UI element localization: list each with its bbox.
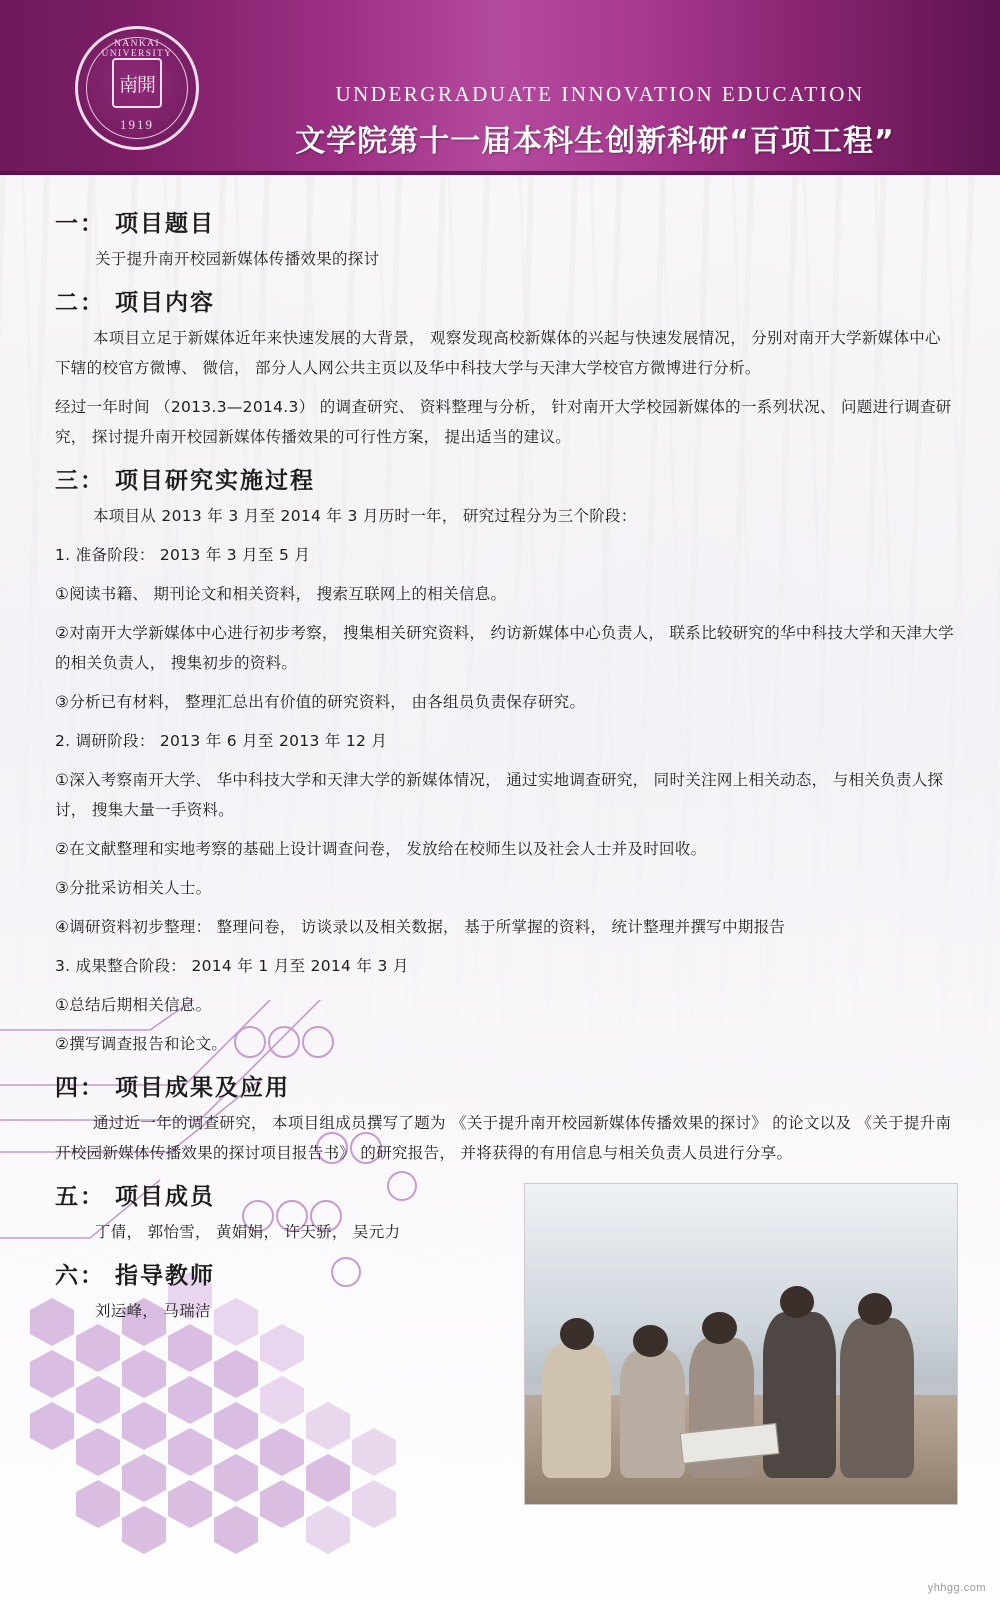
photo-person-1 (542, 1344, 611, 1478)
section-heading-1 (55, 205, 955, 238)
section-4-paragraph-1: 通过近一年的调查研究， 本项目组成员撰写了题为 《关于提升南开校园新媒体传播效果的探讨》 的论文以及 《关于提升南开校园新媒体传播效果的探讨项目报告书》 的研究报告， 并将获得的有用信息与相关负责人员进行分享。 (55, 1114, 952, 1162)
project-photo (524, 1183, 958, 1505)
section-5-members: 丁倩， 郭怡雪， 黄娟娟， 许天骄， 吴元力 (95, 1223, 401, 1241)
section-heading-4 (55, 1069, 955, 1102)
watermark: yhhgg.com (927, 1582, 986, 1594)
section-number-2: 二： (55, 290, 105, 316)
section-3-paragraph-10: ④调研资料初步整理： 整理问卷， 访谈录以及相关数据， 基于所掌握的资料， 统计整理并撰写中期报告 (55, 918, 786, 936)
section-heading-3 (55, 462, 955, 495)
section-title-2: 项目内容 (115, 290, 215, 316)
section-3-paragraph-13: ②撰写调查报告和论文。 (55, 1035, 228, 1053)
section-title-1: 项目题目 (115, 211, 215, 237)
photo-person-3-head (702, 1312, 737, 1344)
section-3-paragraph-3: ①阅读书籍、 期刊论文和相关资料， 搜索互联网上的相关信息。 (55, 585, 507, 603)
section-1-paragraph-1: 关于提升南开校园新媒体传播效果的探讨 (95, 250, 380, 268)
section-3-paragraph-9: ③分批采访相关人士。 (55, 879, 212, 897)
section-number-6: 六： (55, 1263, 105, 1289)
section-3-paragraph-8: ②在文献整理和实地考察的基础上设计调查问卷， 发放给在校师生以及社会人士并及时回收。 (55, 840, 707, 858)
section-3-paragraph-11: 3. 成果整合阶段： 2014 年 1 月至 2014 年 3 月 (55, 957, 409, 975)
section-3-paragraph-5: ③分析已有材料， 整理汇总出有价值的研究资料， 由各组员负责保存研究。 (55, 693, 586, 711)
section-title-3: 项目研究实施过程 (115, 468, 315, 494)
section-3-paragraph-2: 1. 准备阶段： 2013 年 3 月至 5 月 (55, 546, 311, 564)
section-3-paragraph-7: ①深入考察南开大学、 华中科技大学和天津大学的新媒体情况， 通过实地调查研究， 同时关注网上相关动态， 与相关负责人探讨， 搜集大量一手资料。 (55, 771, 944, 819)
section-number-5: 五： (55, 1184, 105, 1210)
header-title-english: UNDERGRADUATE INNOVATION EDUCATION (335, 82, 865, 106)
section-2-paragraph-1: 本项目立足于新媒体近年来快速发展的大背景， 观察发现高校新媒体的兴起与快速发展情况， 分别对南开大学新媒体中心下辖的校官方微博、 微信， 部分人人网公共主页以及华中科技大学与天津大学校官方微博进行分析。 (55, 329, 941, 377)
poster-content (55, 195, 955, 1335)
header-title-chinese: 文学院第十一届本科生创新科研“百项工程” (295, 124, 895, 159)
section-number-1: 一： (55, 211, 105, 237)
section-3-paragraph-6: 2. 调研阶段： 2013 年 6 月至 2013 年 12 月 (55, 732, 388, 750)
logo-chinese-name: 南開 (112, 58, 162, 108)
poster-body (0, 175, 1000, 1600)
photo-person-2 (620, 1350, 685, 1478)
poster-header (0, 0, 1000, 175)
photo-person-5 (840, 1318, 913, 1478)
section-number-3: 三： (55, 468, 105, 494)
section-2-paragraph-2: 经过一年时间 （2013.3—2014.3） 的调查研究、 资料整理与分析， 针对南开大学校园新媒体的一系列状况、 问题进行调查研究， 探讨提升南开校园新媒体传播效果的可行性方案， 提出适当的建议。 (55, 398, 952, 446)
logo-english-name: NANKAI UNIVERSITY (101, 39, 173, 59)
section-number-4: 四： (55, 1075, 105, 1101)
photo-person-5-head (858, 1293, 893, 1325)
section-heading-2 (55, 284, 955, 317)
section-title-5: 项目成员 (115, 1184, 215, 1210)
section-3-paragraph-4: ②对南开大学新媒体中心进行初步考察， 搜集相关研究资料， 约访新媒体中心负责人， 联系比较研究的华中科技大学和天津大学的相关负责人， 搜集初步的资料。 (55, 624, 954, 672)
section-title-4: 项目成果及应用 (115, 1075, 290, 1101)
section-3-paragraph-1: 本项目从 2013 年 3 月至 2014 年 3 月历时一年， 研究过程分为三个阶段： (93, 507, 637, 525)
section-3-paragraph-12: ①总结后期相关信息。 (55, 996, 212, 1014)
section-6-advisors: 刘运峰， 马瑞洁 (95, 1302, 211, 1320)
nankai-university-logo (75, 26, 199, 150)
section-title-6: 指导教师 (115, 1263, 215, 1289)
photo-person-2-head (633, 1325, 668, 1357)
logo-year: 1919 (120, 117, 154, 132)
